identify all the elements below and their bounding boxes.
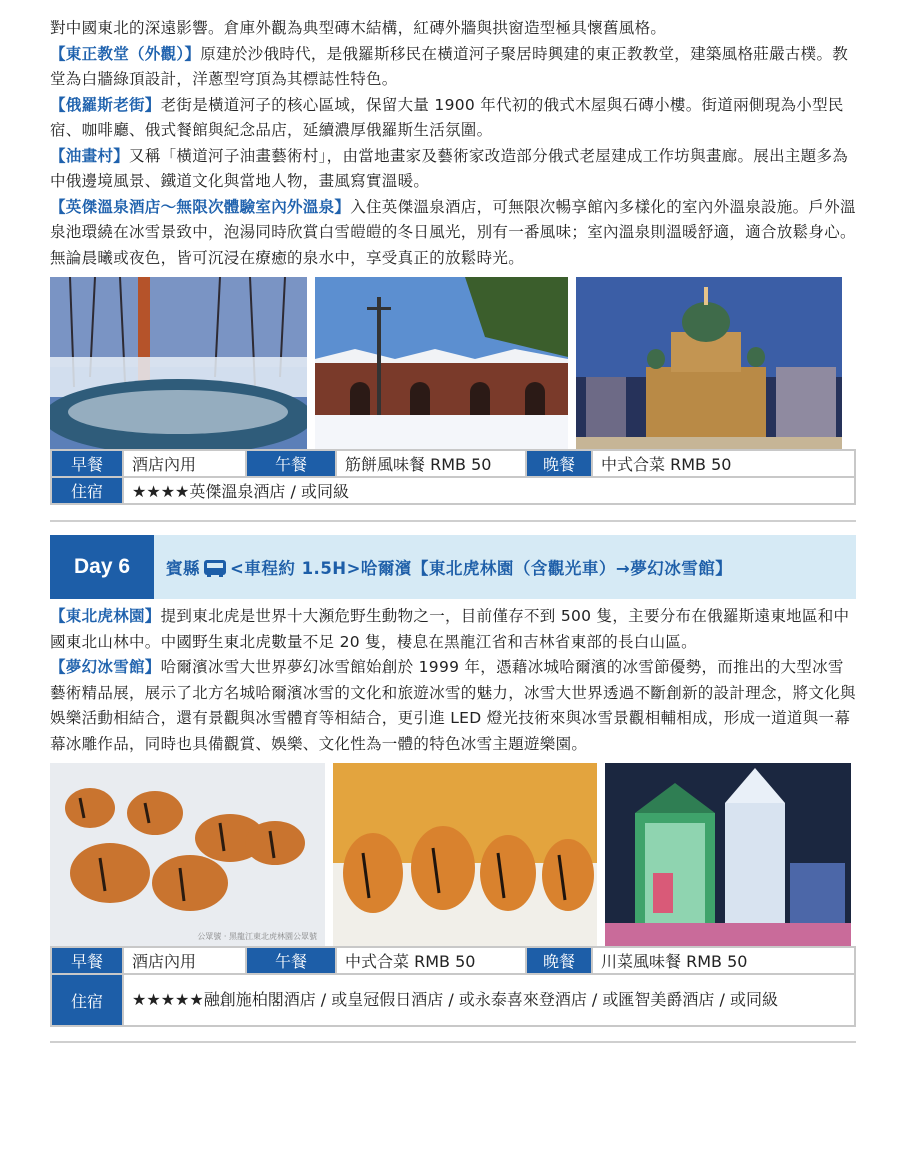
hotspring-text: 入住英傑溫泉酒店，可無限次暢享館內多樣化的室內外溫泉設施。戶外溫泉池環繞在冰雪景致中，泡湯同時欣賞白雪皚皚的冬日風光，別有一番風味；室內溫泉則溫暖舒適，適合放鬆身心。無論晨曦或夜色，皆可沉浸在療癒的泉水中，享受真正的放鬆時光。 [50, 197, 856, 267]
tigers-snow-photo [50, 763, 325, 946]
dinner-label: 晚餐 [526, 450, 592, 477]
lunch-value: 中式合菜 RMB 50 [336, 947, 526, 974]
day6-meals-table [50, 946, 856, 1027]
ice-castle-photo [605, 763, 851, 946]
intro-paragraph [50, 16, 856, 271]
day6-label: Day 6 [50, 535, 154, 599]
day6-photo-row [50, 763, 856, 946]
breakfast-value: 酒店內用 [123, 947, 246, 974]
dinner-value: 中式合菜 RMB 50 [592, 450, 855, 477]
stay-label: 住宿 [51, 974, 123, 1026]
bus-icon [204, 560, 226, 575]
warehouse-photo [315, 277, 568, 449]
cathedral-photo [576, 277, 842, 449]
itinerary-page [50, 16, 856, 1056]
section-divider [50, 520, 856, 522]
breakfast-label: 早餐 [51, 947, 123, 974]
photo-watermark: 公眾號 · 黑龍江東北虎林園公眾號 [197, 932, 317, 941]
old-street-heading: 【俄羅斯老街】 [50, 95, 161, 114]
hotspring-heading: 【英傑溫泉酒店～無限次體驗室內外溫泉】 [50, 197, 351, 216]
breakfast-label: 早餐 [51, 450, 123, 477]
dinner-label: 晚餐 [526, 947, 592, 974]
tiger-park-text: 提到東北虎是世界十大瀕危野生動物之一，目前僅存不到 500 隻，主要分布在俄羅斯遠東地區和中國東北山林中。中國野生東北虎數量不足 20 隻，棲息在黑龍江省和吉林省東部的長白山區。 [50, 607, 850, 651]
day6-paragraph [50, 604, 856, 757]
lunch-label: 午餐 [246, 947, 336, 974]
old-street-text: 老街是橫道河子的核心區域，保留大量 1900 年代初的俄式木屋與石磚小樓。街道兩側現為小型民宿、咖啡廳、俄式餐館與紀念品店，延續濃厚俄羅斯生活氛圍。 [50, 95, 844, 139]
day6-title-rest: <車程約 1.5H>哈爾濱【東北虎林園（含觀光車）→夢幻冰雪館】 [230, 559, 733, 578]
day5-photo-row [50, 277, 856, 449]
ice-hall-heading: 【夢幻冰雪館】 [50, 658, 161, 676]
painting-village-heading: 【油畫村】 [50, 146, 130, 165]
ice-hall-text: 哈爾濱冰雪大世界夢幻冰雪館始創於 1999 年，憑藉冰城哈爾濱的冰雪節優勢，而推出的大型冰雪藝術精品展，展示了北方名城哈爾濱冰雪的文化和旅遊冰雪的魅力，冰雪大世界透過不斷創新的設計理念，將文化與娛樂活動相結合，還有景觀與冰雪體育等相結合，更引進 LED 燈光技術來與冰雪景觀相輔相成，形成一道道與一幕幕冰雕作品，同時也具備觀賞、娛樂、文化性為一體的特色冰雪主題遊樂園。 [50, 658, 856, 753]
dinner-value: 川菜風味餐 RMB 50 [592, 947, 855, 974]
lunch-value: 筋餅風味餐 RMB 50 [336, 450, 526, 477]
breakfast-value: 酒店內用 [123, 450, 246, 477]
warehouse-text: 對中國東北的深遠影響。倉庫外觀為典型磚木結構，紅磚外牆與拱窗造型極具懷舊風格。 [50, 19, 667, 37]
hotspring-photo [50, 277, 307, 449]
church-heading: 【東正教堂（外觀）】 [50, 44, 201, 63]
tiger-park-heading: 【東北虎林園】 [50, 607, 161, 625]
section-divider-bottom [50, 1041, 856, 1043]
day6-title-start: 賓縣 [166, 559, 200, 578]
day6-header [50, 535, 856, 599]
day5-meals-table [50, 449, 856, 505]
church-text: 原建於沙俄時代，是俄羅斯移民在橫道河子聚居時興建的東正教教堂，建築風格莊嚴古樸。教堂為白牆綠頂設計，洋蔥型穹頂為其標誌性特色。 [50, 44, 849, 88]
tigers-running-photo [333, 763, 597, 946]
stay-value: ★★★★英傑溫泉酒店 / 或同級 [123, 477, 855, 504]
lunch-label: 午餐 [246, 450, 336, 477]
stay-value: ★★★★★融創施柏閣酒店 / 或皇冠假日酒店 / 或永泰喜來登酒店 / 或匯智美爵酒店 / 或同級 [123, 974, 855, 1026]
stay-label: 住宿 [51, 477, 123, 504]
painting-village-text: 又稱「橫道河子油畫藝術村」，由當地畫家及藝術家改造部分俄式老屋建成工作坊與畫廊。展出主題多為中俄邊境風景、鐵道文化與當地人物，畫風寫實溫暖。 [50, 146, 849, 190]
day6-title [154, 535, 732, 599]
